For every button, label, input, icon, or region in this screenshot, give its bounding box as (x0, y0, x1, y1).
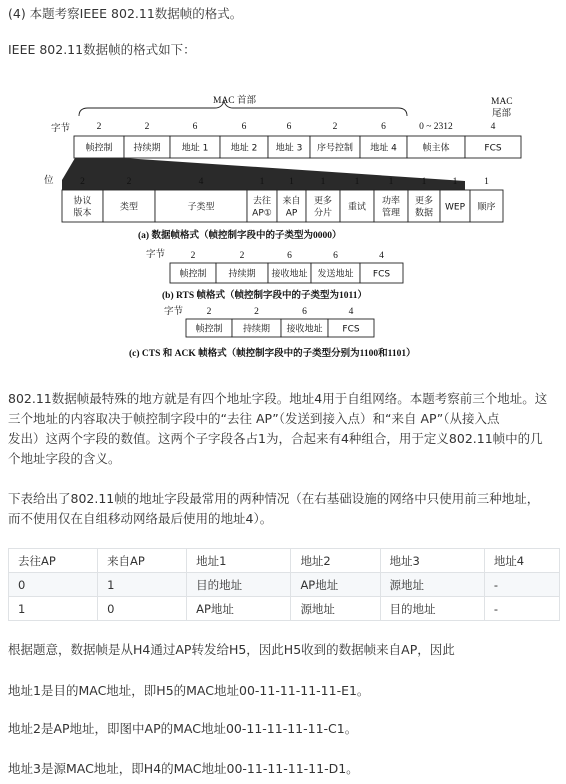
para1-line3: 发出）这两个字段的数值。这两个子字段各占1为，合起来有4种组合，用于定义802.11帧中的几 (8, 431, 543, 446)
control-field-label: 协议 (73, 196, 92, 207)
table-cell: AP地址 (187, 597, 291, 621)
rts-field-label: 帧控制 (179, 269, 207, 280)
table-header-row (9, 549, 560, 573)
cts-field-label: 接收地址 (286, 324, 323, 335)
caption-c: (c) CTS 和 ACK 帧格式（帧控制字段中的子类型分别为1100和1101） (129, 349, 416, 359)
rts-field-count: 4 (379, 251, 384, 261)
control-field-label: 功率 (381, 196, 401, 207)
table-cell: 1 (9, 597, 98, 621)
frame-field-label: 帧主体 (422, 143, 450, 154)
para1-line4: 个地址字段的含义。 (8, 451, 121, 466)
frame-field-count: 6 (192, 122, 198, 132)
control-field-label: AP① (252, 208, 272, 219)
byte-label-b: 字节 (146, 250, 166, 260)
control-field-count: 4 (198, 177, 204, 187)
frame-field-label: 地址 2 (230, 143, 258, 154)
control-field-label: 更多 (313, 196, 333, 207)
control-field-label: 顺序 (477, 202, 496, 213)
control-field-label: 子类型 (187, 202, 215, 213)
cts-field-count: 4 (348, 307, 354, 317)
byte-label-a: 字节 (51, 124, 71, 134)
control-field-count: 1 (320, 177, 326, 187)
table-cell: 0 (98, 597, 187, 621)
control-field-label: AP (285, 208, 298, 219)
control-field-count: 1 (484, 177, 489, 187)
rts-field-count: 6 (287, 251, 292, 261)
para2-line1: 下表给出了802.11帧的地址字段最常用的两种情况（在右基础设施的网络中只使用前三种地址， (8, 491, 540, 506)
frame-field-label: 地址 3 (275, 143, 303, 154)
table-row (9, 573, 560, 597)
control-field-count: 1 (354, 177, 360, 187)
intro-text: IEEE 802.11数据帧的格式如下： (8, 42, 196, 57)
frame-field-count: 2 (144, 122, 150, 132)
cts-field-label: 帧控制 (195, 324, 223, 335)
frame-field-count: 4 (490, 122, 496, 132)
cts-field-count: 2 (254, 307, 259, 317)
header-cell: 来自AP (98, 549, 187, 573)
rts-field-label: FCS (372, 269, 391, 280)
bit-label: 位 (44, 176, 54, 186)
control-field-count: 1 (421, 177, 427, 187)
control-field-label: 去往 (252, 196, 272, 207)
control-field-label: 重试 (347, 202, 367, 213)
cts-field-label: 持续期 (242, 324, 271, 335)
header-cell: 去往AP (9, 549, 98, 573)
control-field-count: 2 (126, 177, 132, 187)
control-field-label: 来自 (282, 196, 301, 207)
address3-text: 地址3是源MAC地址，即H4的MAC地址00-11-11-11-11-D1。 (8, 761, 359, 776)
frame-format-figure (0, 0, 566, 380)
mac-trailer-label-2: 尾部 (492, 109, 512, 119)
byte-label-c: 字节 (164, 307, 184, 317)
table-cell: AP地址 (291, 573, 380, 597)
para3-text: 根据题意，数据帧是从H4通过AP转发给H5，因此H5收到的数据帧来自AP，因此 (8, 642, 455, 657)
control-field-count: 1 (259, 177, 265, 187)
table-cell: 目的地址 (380, 597, 484, 621)
frame-field-label: 持续期 (133, 143, 161, 154)
table-cell: - (484, 573, 559, 597)
rts-field-count: 2 (190, 251, 196, 261)
frame-field-count: 0 ~ 2312 (419, 122, 453, 132)
frame-field-label: 地址 1 (181, 143, 209, 154)
rts-field-label: 持续期 (228, 269, 256, 280)
header-cell: 地址4 (484, 549, 559, 573)
caption-a: (a) 数据帧格式（帧控制字段中的子类型为0000） (138, 231, 342, 241)
cts-field-count: 2 (206, 307, 212, 317)
table-cell: 0 (9, 573, 98, 597)
address2-text: 地址2是AP地址，即图中AP的MAC地址00-11-11-11-11-C1。 (8, 721, 358, 736)
para2-line2: 而不使用仅在自组移动网络最后使用的地址4）。 (8, 511, 273, 526)
header-cell: 地址2 (291, 549, 380, 573)
control-field-count: 1 (388, 177, 394, 187)
frame-field-count: 6 (286, 122, 292, 132)
frame-field-count: 2 (332, 122, 338, 132)
control-field-label: 管理 (381, 208, 401, 219)
control-field-count: 1 (289, 177, 294, 187)
address1-text: 地址1是目的MAC地址，即H5的MAC地址00-11-11-11-11-E1。 (8, 683, 370, 698)
control-field-label: 类型 (119, 202, 139, 213)
rts-field-label: 发送地址 (317, 269, 354, 280)
header-cell: 地址1 (187, 549, 291, 573)
control-field-label: WEP (444, 202, 466, 213)
cts-field-label: FCS (342, 324, 360, 335)
table-cell: 1 (98, 573, 187, 597)
frame-field-count: 6 (381, 122, 386, 132)
cts-field-count: 6 (302, 307, 307, 317)
frame-field-count: 6 (241, 122, 247, 132)
control-field-label: 版本 (73, 208, 92, 219)
table-cell: 目的地址 (187, 573, 291, 597)
rts-field-label: 接收地址 (271, 269, 308, 280)
control-field-label: 更多 (414, 196, 434, 207)
control-field-label: 数据 (414, 208, 434, 219)
rts-field-count: 6 (333, 251, 338, 261)
caption-b: (b) RTS 帧格式（帧控制字段中的子类型为1011） (162, 291, 367, 301)
table-cell: - (484, 597, 559, 621)
frame-field-label: 地址 4 (370, 143, 397, 154)
control-field-count: 1 (452, 177, 458, 187)
header-cell: 地址3 (380, 549, 484, 573)
frame-field-label: FCS (484, 143, 502, 154)
frame-field-label: 帧控制 (85, 143, 113, 154)
control-field-count: 2 (80, 177, 85, 187)
address-table (8, 548, 560, 621)
table-cell: 源地址 (291, 597, 380, 621)
mac-header-label: MAC 首部 (213, 96, 257, 106)
table-row (9, 597, 560, 621)
question-heading: (4) 本题考察IEEE 802.11数据帧的格式。 (8, 6, 243, 21)
para1-line1: 802.11数据帧最特殊的地方就是有四个地址字段。地址4用于自组网络。本题考察前三个地址。这 (8, 391, 548, 406)
rts-field-count: 2 (239, 251, 245, 261)
mac-trailer-label-1: MAC (491, 97, 513, 107)
control-field-label: 分片 (313, 208, 333, 219)
para1-line2: 三个地址的内容取决于帧控制字段中的“去往 AP”（发送到接入点）和“来自 AP”（从接入点 (8, 411, 500, 426)
table-cell: 源地址 (380, 573, 484, 597)
frame-field-count: 2 (96, 122, 102, 132)
frame-field-label: 序号控制 (316, 143, 354, 154)
